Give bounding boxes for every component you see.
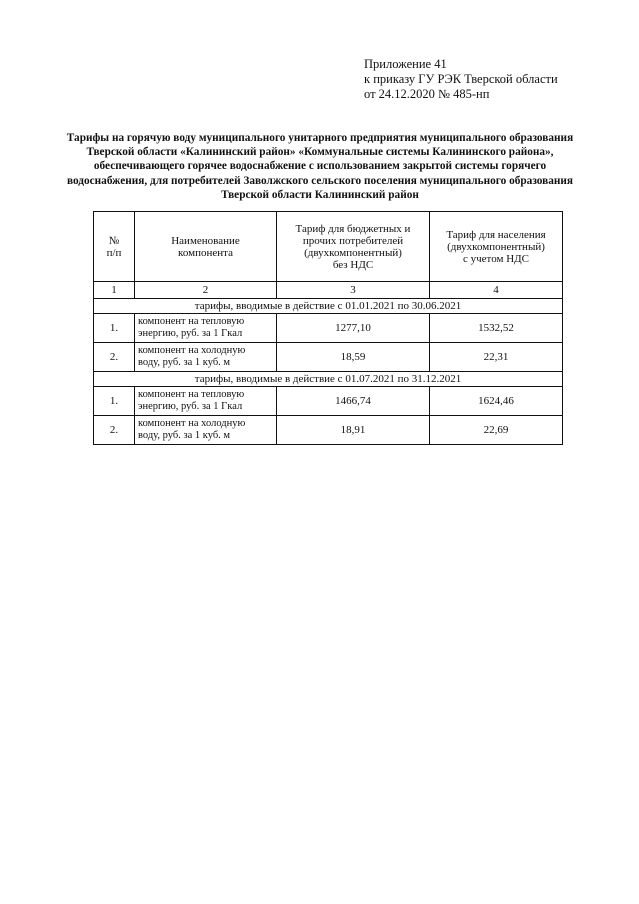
heading-line-2: Тверской области «Калининский район» «Коммунальные системы Калининского района»,	[86, 146, 554, 159]
table-row	[94, 387, 563, 416]
header-budget-tariff: Тариф для бюджетных и прочих потребителей (двухкомпонентный) без НДС	[277, 212, 430, 282]
document-heading	[40, 131, 600, 202]
column-number: 2	[135, 282, 277, 299]
population-tariff-value: 22,69	[430, 416, 563, 445]
period-row	[94, 372, 563, 387]
annex-date: от 24.12.2020 № 485-нп	[364, 87, 490, 101]
column-number: 4	[430, 282, 563, 299]
heading-line-1: Тарифы на горячую воду муниципального унитарного предприятия муниципального образования	[66, 132, 574, 144]
row-number: 2.	[94, 416, 135, 445]
heading-line-3: обеспечивающего горячее водоснабжение с использованием закрытой системы горячего	[93, 160, 547, 173]
table-header-row	[94, 212, 563, 282]
header-num: № п/п	[94, 212, 135, 282]
heading-line-5: Тверской области Калининский район	[221, 188, 419, 201]
population-tariff-value: 1624,46	[430, 387, 563, 416]
component-name: компонент на холодную воду, руб. за 1 куб. м	[135, 343, 277, 372]
column-number: 3	[277, 282, 430, 299]
row-number: 2.	[94, 343, 135, 372]
period-title: тарифы, вводимые в действие с 01.07.2021 по 31.12.2021	[94, 372, 563, 387]
column-number-row	[94, 282, 563, 299]
component-name: компонент на холодную воду, руб. за 1 куб. м	[135, 416, 277, 445]
header-component: Наименование компонента	[135, 212, 277, 282]
heading-line-4: водоснабжения, для потребителей Заволжского сельского поселения муниципального образования	[66, 174, 574, 187]
budget-tariff-value: 1466,74	[277, 387, 430, 416]
budget-tariff-value: 1277,10	[277, 314, 430, 343]
population-tariff-value: 1532,52	[430, 314, 563, 343]
period-title: тарифы, вводимые в действие с 01.01.2021 по 30.06.2021	[94, 299, 563, 314]
budget-tariff-value: 18,59	[277, 343, 430, 372]
budget-tariff-value: 18,91	[277, 416, 430, 445]
header-population-tariff: Тариф для населения (двухкомпонентный) с учетом НДС	[430, 212, 563, 282]
component-name: компонент на тепловую энергию, руб. за 1 Гкал	[135, 314, 277, 343]
table-row	[94, 314, 563, 343]
annex-order: к приказу ГУ РЭК Тверской области	[364, 72, 558, 86]
row-number: 1.	[94, 314, 135, 343]
column-number: 1	[94, 282, 135, 299]
component-name: компонент на тепловую энергию, руб. за 1 Гкал	[135, 387, 277, 416]
table-row	[94, 416, 563, 445]
period-row	[94, 299, 563, 314]
tariff-table	[93, 211, 563, 445]
annex-title: Приложение 41	[364, 57, 447, 71]
annex-reference	[364, 57, 558, 102]
row-number: 1.	[94, 387, 135, 416]
population-tariff-value: 22,31	[430, 343, 563, 372]
table-row	[94, 343, 563, 372]
